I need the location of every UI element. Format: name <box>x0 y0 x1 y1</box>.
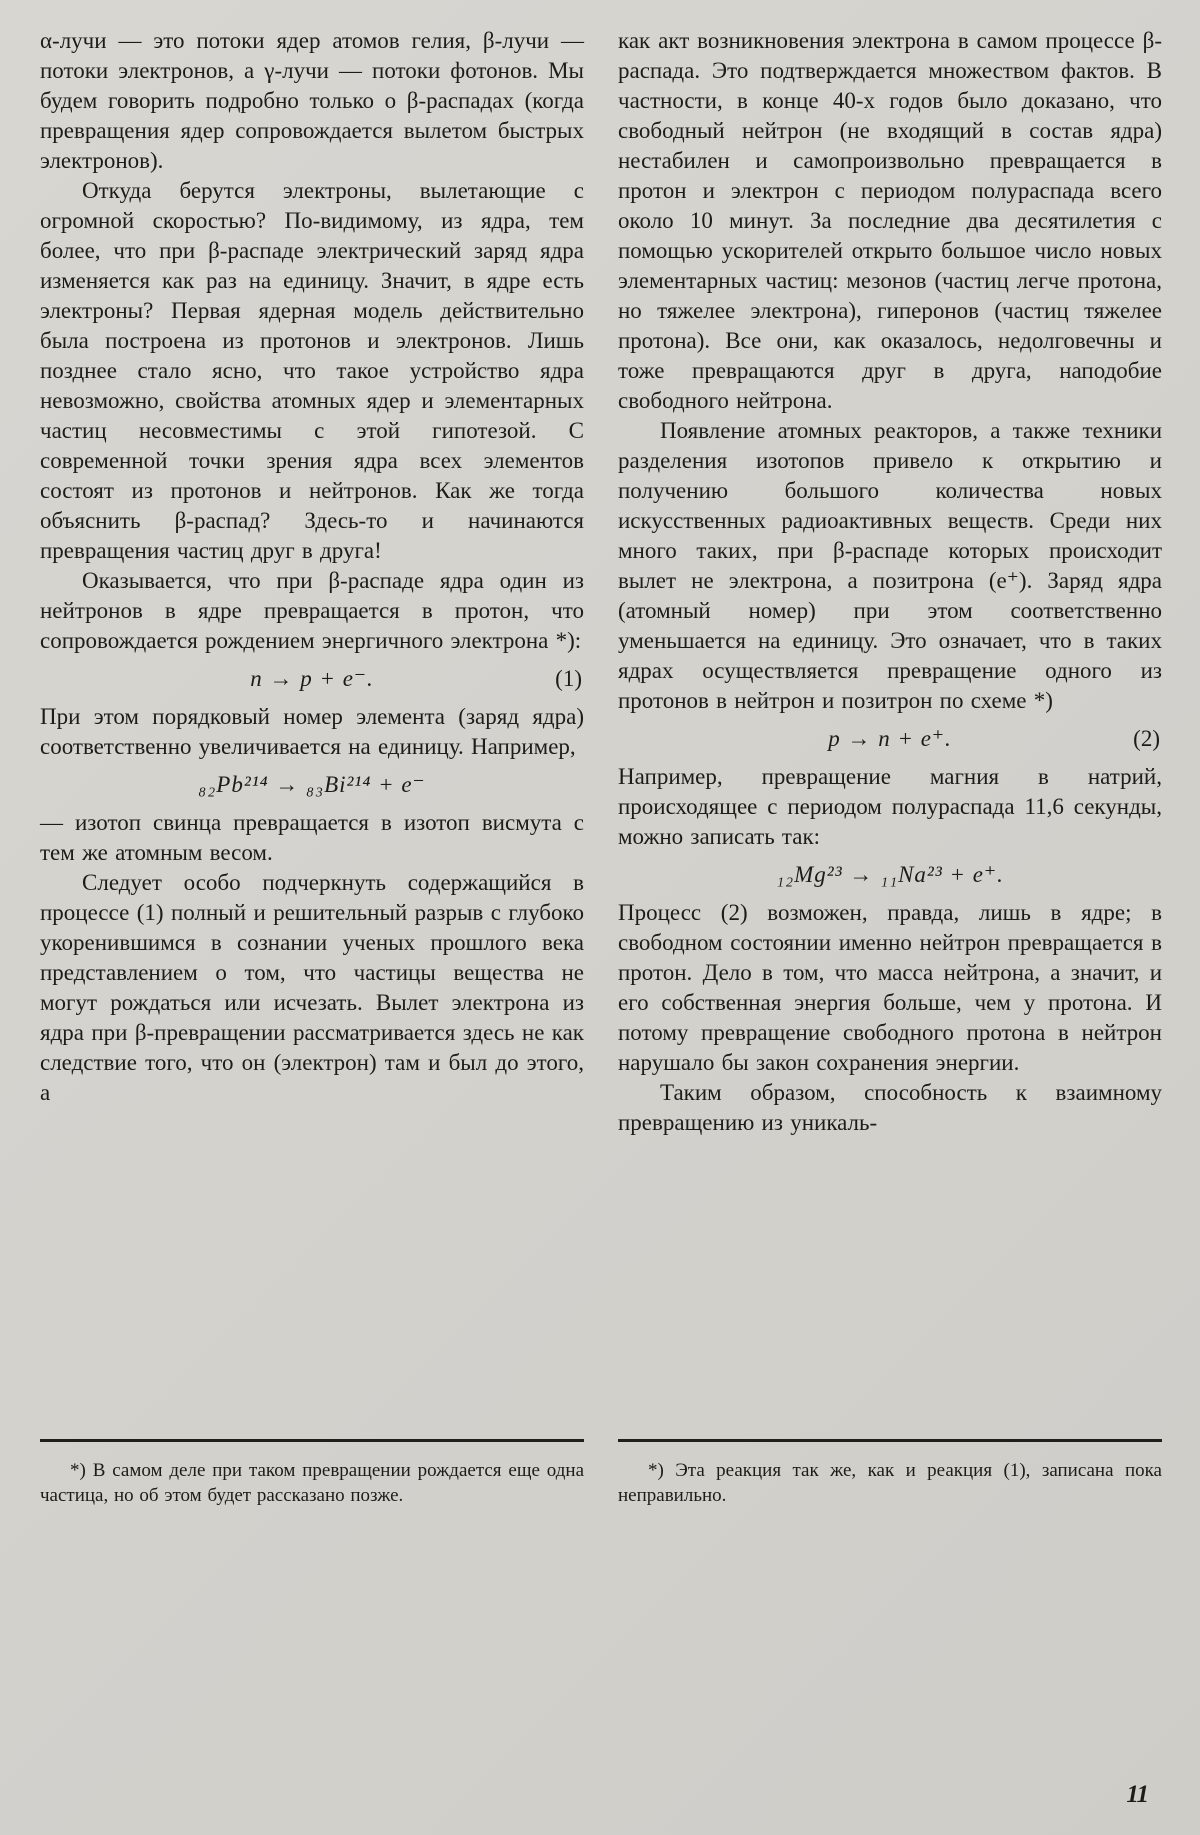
equation-formula: n → p + e⁻. <box>250 666 374 691</box>
equation-pb-bi <box>40 762 584 808</box>
footnote-divider <box>618 1439 1162 1442</box>
paragraph: Появление атомных реакторов, а также техники разделения изотопов привело к открытию и получению большого количества новых искусственных радиоактивных веществ. Среди них много таких, при β-распаде которых происходит вылет не электрона, а позитрона (e⁺). Заряд ядра (атомный номер) при этом соответственно уменьшается на единицу. Это означает, что в таких ядрах осуществляется превращение одного из протонов в нейтрон и позитрон по схеме *) <box>618 418 1162 713</box>
two-column-layout <box>40 26 1162 1514</box>
footnote-right <box>618 1439 1162 1514</box>
paragraph: Следует особо подчеркнуть содержащийся в процессе (1) полный и решительный разрыв с глубоко укоренившимся в сознании ученых прошлого века представлением о том, что частицы вещества не могут рождаться или исчезать. Вылет электрона из ядра при β-превращении рассматривается здесь не как следствие того, что он (электрон) там и был до этого, а <box>40 870 584 1105</box>
equation-mg-na <box>618 852 1162 898</box>
footnote-text: *) Эта реакция так же, как и реакция (1), записана пока неправильно. <box>618 1460 1162 1506</box>
right-column <box>618 26 1162 1514</box>
paragraph: Например, превращение магния в натрий, происходящее с периодом полураспада 11,6 секунды, можно записать так: <box>618 764 1162 849</box>
equation-1 <box>40 656 584 702</box>
footnote-text: *) В самом деле при таком превращении рождается еще одна частица, но об этом будет рассказано позже. <box>40 1460 584 1506</box>
paragraph: α-лучи — это потоки ядер атомов гелия, β-лучи — потоки электронов, а γ-лучи — потоки фотонов. Мы будем говорить подробно только о β-распадах (когда превращения ядер сопровождается вылетом быстрых электронов). <box>40 28 584 173</box>
footnote-divider <box>40 1439 584 1442</box>
left-column <box>40 26 584 1514</box>
paragraph: Таким образом, способность к взаимному превращению из уникаль- <box>618 1080 1162 1135</box>
equation-number: (1) <box>555 666 582 691</box>
equation-formula: p → n + e⁺. <box>828 726 952 751</box>
paragraph: Процесс (2) возможен, правда, лишь в ядре; в свободном состоянии именно нейтрон превращается в протон. Дело в том, что масса нейтрона, а значит, и его собственная энергия больше, чем у протона. И потому превращение свободного протона в нейтрон нарушало бы закон сохранения энергии. <box>618 900 1162 1075</box>
footnote-left <box>40 1439 584 1514</box>
equation-number: (2) <box>1133 726 1160 751</box>
paragraph: При этом порядковый номер элемента (заряд ядра) соответственно увеличивается на единицу. Например, <box>40 704 584 759</box>
paragraph: как акт возникновения электрона в самом процессе β-распада. Это подтверждается множеством фактов. В частности, в конце 40-х годов было доказано, что свободный нейтрон (не входящий в состав ядра) нестабилен и самопроизвольно превращается в протон и электрон с периодом полураспада всего около 10 минут. За последние два десятилетия с помощью ускорителей открыто большое число новых элементарных частиц: мезонов (частиц легче протона, но тяжелее электрона), гиперонов (частиц тяжелее протона). Все они, как оказалось, недолговечны и тоже превращаются друг в друга, наподобие свободного нейтрона. <box>618 28 1162 413</box>
paragraph: — изотоп свинца превращается в изотоп висмута с тем же атомным весом. <box>40 810 584 865</box>
equation-2 <box>618 716 1162 762</box>
paragraph: Оказывается, что при β-распаде ядра один из нейтронов в ядре превращается в протон, что сопровождается рождением энергичного электрона *): <box>40 568 584 653</box>
equation-formula: ₁₂Mg²³ → ₁₁Na²³ + e⁺. <box>776 862 1004 887</box>
equation-formula: ₈₂Pb²¹⁴ → ₈₃Bi²¹⁴ + e⁻ <box>198 772 426 797</box>
paragraph: Откуда берутся электроны, вылетающие с огромной скоростью? По-видимому, из ядра, тем более, что при β-распаде электрический заряд ядра изменяется как раз на единицу. Значит, в ядре есть электроны? Первая ядерная модель действительно была построена из протонов и электронов. Лишь позднее стало ясно, что такое устройство ядра невозможно, свойства атомных ядер и элементарных частиц несовместимы с этой гипотезой. С современной точки зрения ядра всех элементов состоят из протонов и нейтронов. Как же тогда объяснить β-распад? Здесь-то и начинаются превращения частиц друг в друга! <box>40 178 584 563</box>
page-number: 11 <box>1126 1781 1148 1808</box>
